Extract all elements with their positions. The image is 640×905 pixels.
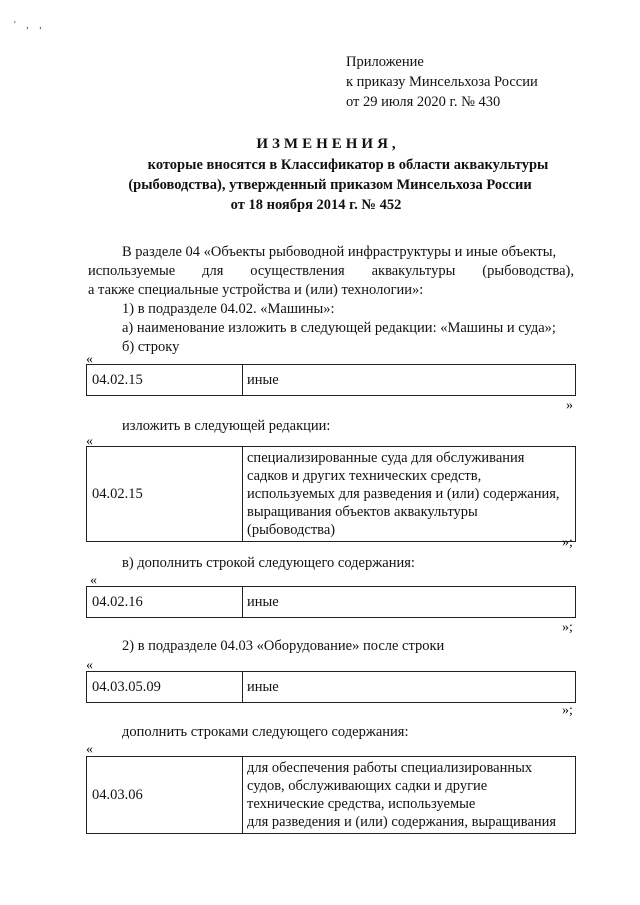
table-description	[243, 757, 576, 834]
description-line: технические средства, используемые	[247, 796, 476, 812]
open-quote: «	[86, 434, 93, 449]
document-subtitle-line-3: от 18 ноября 2014 г. № 452	[230, 197, 402, 213]
description-line: используемых для разведения и (или) содержания,	[247, 486, 560, 502]
close-quote: »;	[562, 620, 573, 635]
description-line: судов, обслуживающих садки и другие	[247, 778, 488, 794]
document-subtitle-line-2: (рыбоводства), утвержденный приказом Минсельхоза России	[128, 177, 532, 193]
paragraph-1-line-2: используемые для осуществления аквакультуры (рыбоводства),	[88, 263, 574, 279]
description-line: для разведения и (или) содержания, выращивания	[247, 814, 557, 830]
item-1a: а) наименование изложить в следующей редакции: «Машины и суда»;	[122, 320, 556, 336]
description-line: выращивания объектов аквакультуры	[247, 504, 478, 520]
dopolnit-text: дополнить строками следующего содержания:	[122, 724, 409, 740]
table-description: иные	[243, 672, 576, 703]
item-1: 1) в подразделе 04.02. «Машины»:	[122, 301, 335, 317]
table-row	[87, 447, 576, 542]
table-row	[87, 672, 576, 703]
description-line: садков и других технических средств,	[247, 468, 482, 484]
appendix-line-2: к приказу Минсельхоза России	[346, 74, 538, 90]
open-quote: «	[86, 352, 93, 367]
description-line: (рыбоводства)	[247, 522, 336, 538]
open-quote: «	[86, 742, 93, 757]
table-description	[243, 447, 576, 542]
izlozhit-text: изложить в следующей редакции:	[122, 418, 331, 434]
close-quote: »;	[562, 703, 573, 718]
item-2: 2) в подразделе 04.03 «Оборудование» после строки	[122, 638, 445, 654]
item-1v: в) дополнить строкой следующего содержания:	[122, 555, 415, 571]
paragraph-1-line-1: В разделе 04 «Объекты рыбоводной инфраструктуры и иные объекты,	[122, 244, 557, 260]
open-quote: «	[90, 573, 97, 588]
table-code: 04.02.15	[87, 365, 243, 396]
row-table-3	[86, 586, 576, 618]
close-quote: »	[566, 398, 573, 413]
appendix-header	[346, 52, 538, 112]
close-quote: »;	[562, 535, 573, 550]
table-description: иные	[243, 587, 576, 618]
row-table-5	[86, 756, 576, 834]
document-subtitle-line-1: которые вносятся в Классификатор в области аквакультуры	[147, 157, 549, 173]
row-table-1	[86, 364, 576, 396]
appendix-line-3: от 29 июля 2020 г. № 430	[346, 94, 501, 110]
row-table-4	[86, 671, 576, 703]
table-row	[87, 587, 576, 618]
table-code: 04.02.16	[87, 587, 243, 618]
document-title: ИЗМЕНЕНИЯ,	[256, 136, 400, 152]
paragraph-1-line-3: а также специальные устройства и (или) технологии»:	[88, 282, 424, 298]
table-code: 04.03.06	[87, 757, 243, 834]
item-1b: б) строку	[122, 339, 180, 355]
open-quote: «	[86, 658, 93, 673]
row-table-2	[86, 446, 576, 542]
description-line: для обеспечения работы специализированных	[247, 760, 533, 776]
table-code: 04.02.15	[87, 447, 243, 542]
scan-specks: ' , ,	[14, 20, 46, 31]
appendix-line-1: Приложение	[346, 54, 424, 70]
table-row	[87, 757, 576, 834]
table-row	[87, 365, 576, 396]
table-code: 04.03.05.09	[87, 672, 243, 703]
description-line: специализированные суда для обслуживания	[247, 450, 525, 466]
table-description: иные	[243, 365, 576, 396]
